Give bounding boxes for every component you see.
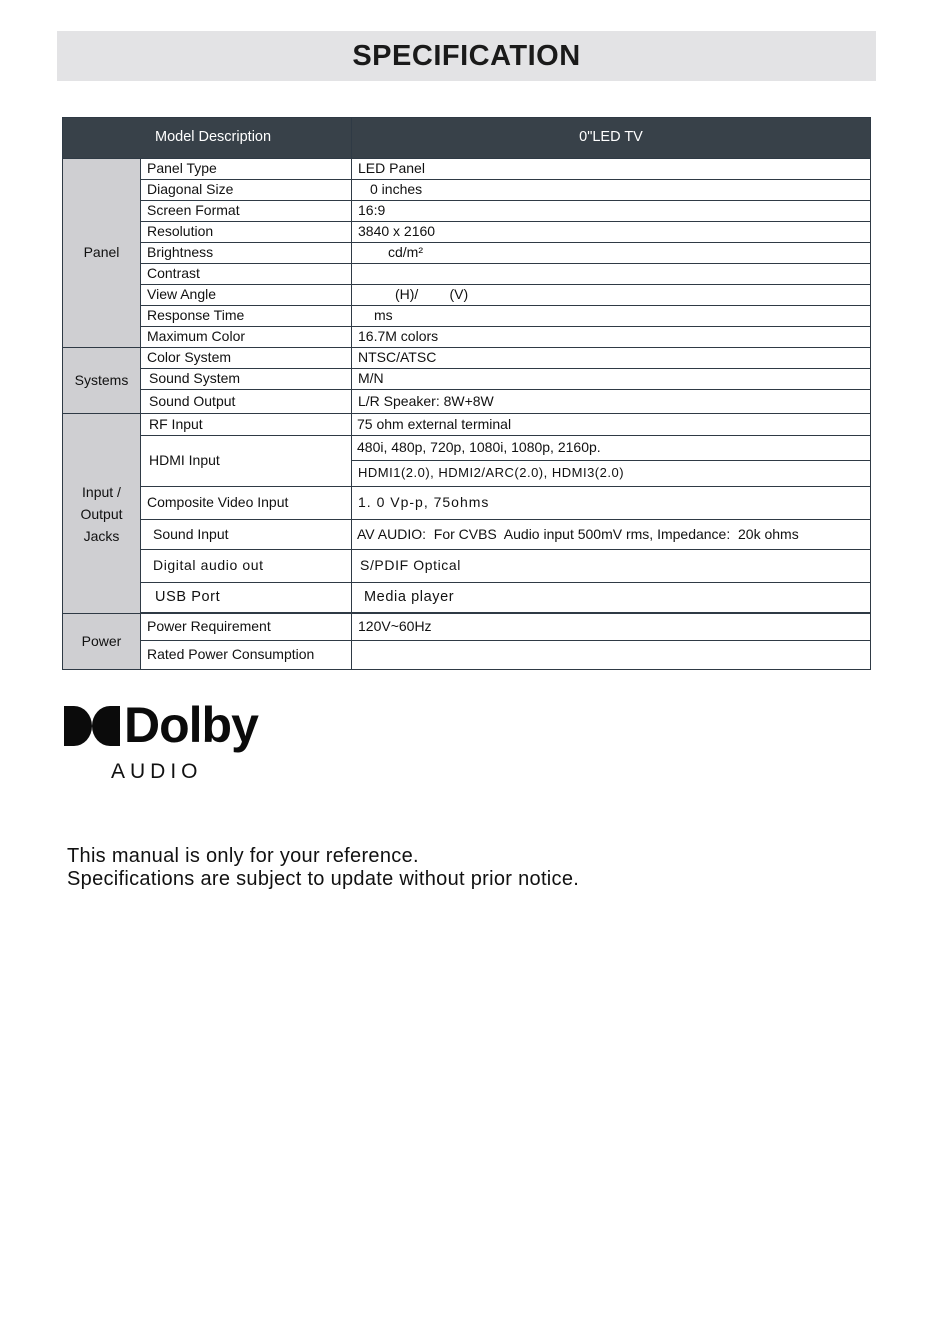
table-row [63,264,871,285]
spec-value: 1. 0 Vp-p, 75ohms [352,487,871,520]
spec-value: NTSC/ATSC [352,348,871,369]
group-panel: Panel [63,159,141,348]
spec-label: Composite Video Input [141,487,352,520]
model-description-value: 0"LED TV [352,118,871,159]
table-row [63,390,871,414]
table-row [63,641,871,670]
table-row [63,583,871,613]
spec-value: 480i, 480p, 720p, 1080i, 1080p, 2160p. [352,436,871,461]
note-line-2: Specifications are subject to update without prior notice. [67,868,580,890]
spec-value: 75 ohm external terminal [352,414,871,436]
spec-label: Diagonal Size [141,180,352,201]
spec-label: Response Time [141,306,352,327]
spec-label: View Angle [141,285,352,306]
spec-label: Brightness [141,243,352,264]
spec-value: AV AUDIO: For CVBS Audio input 500mV rms, Impedance: 20k ohms [352,520,871,550]
spec-value: HDMI1(2.0), HDMI2/ARC(2.0), HDMI3(2.0) [352,461,871,487]
dolby-audio-label: AUDIO [111,760,203,783]
spec-label-hdmi: HDMI Input [141,436,352,487]
spec-label: USB Port [141,583,352,613]
spec-value [352,641,871,670]
spec-table [62,117,871,670]
spec-value: ms [352,306,871,327]
spec-value: M/N [352,369,871,390]
spec-label: Sound System [141,369,352,390]
note-line-1: This manual is only for your reference. [67,845,419,867]
table-row [63,159,871,180]
spec-label: Digital audio out [141,550,352,583]
spec-label: Maximum Color [141,327,352,348]
group-io-line2: Output [80,505,123,522]
table-row [63,369,871,390]
spec-value: 3840 x 2160 [352,222,871,243]
table-row [63,201,871,222]
group-io-line3: Jacks [83,527,120,544]
spec-value: L/R Speaker: 8W+8W [352,390,871,414]
spec-label: RF Input [141,414,352,436]
table-row [63,222,871,243]
model-description-label: Model Description [63,118,352,159]
spec-value: S/PDIF Optical [352,550,871,583]
table-row [63,550,871,583]
spec-value: (H)/ (V) [352,285,871,306]
table-row [63,487,871,520]
spec-label: Panel Type [141,159,352,180]
notes [67,845,579,891]
group-systems: Systems [63,348,141,414]
table-row [63,436,871,461]
page-title: SPECIFICATION [352,39,581,72]
spec-label: Contrast [141,264,352,285]
spec-label: Screen Format [141,201,352,222]
spec-value: Media player [352,583,871,613]
spec-label: Sound Input [141,520,352,550]
group-io-line1: Input / [82,483,121,500]
table-header-row [63,118,871,159]
spec-value: 0 inches [352,180,871,201]
group-power: Power [63,614,141,670]
spec-value [352,264,871,285]
spec-label: Color System [141,348,352,369]
table-row [63,285,871,306]
table-row [63,520,871,550]
spec-value: 16:9 [352,201,871,222]
spec-value: LED Panel [352,159,871,180]
table-row [63,243,871,264]
table-row [63,348,871,369]
dolby-double-d-icon [64,706,120,746]
table-row [63,180,871,201]
spec-label: Power Requirement [141,614,352,641]
spec-value: 120V~60Hz [352,614,871,641]
spec-label: Rated Power Consumption [141,641,352,670]
table-row [63,327,871,348]
spec-label: Sound Output [141,390,352,414]
table-row [63,306,871,327]
table-row [63,414,871,436]
dolby-audio-logo [64,697,258,784]
table-row [63,614,871,641]
dolby-wordmark: Dolby [124,697,258,753]
spec-label: Resolution [141,222,352,243]
spec-value: 16.7M colors [352,327,871,348]
spec-value: cd/m² [352,243,871,264]
group-io-jacks [63,414,141,614]
title-bar [57,31,876,81]
